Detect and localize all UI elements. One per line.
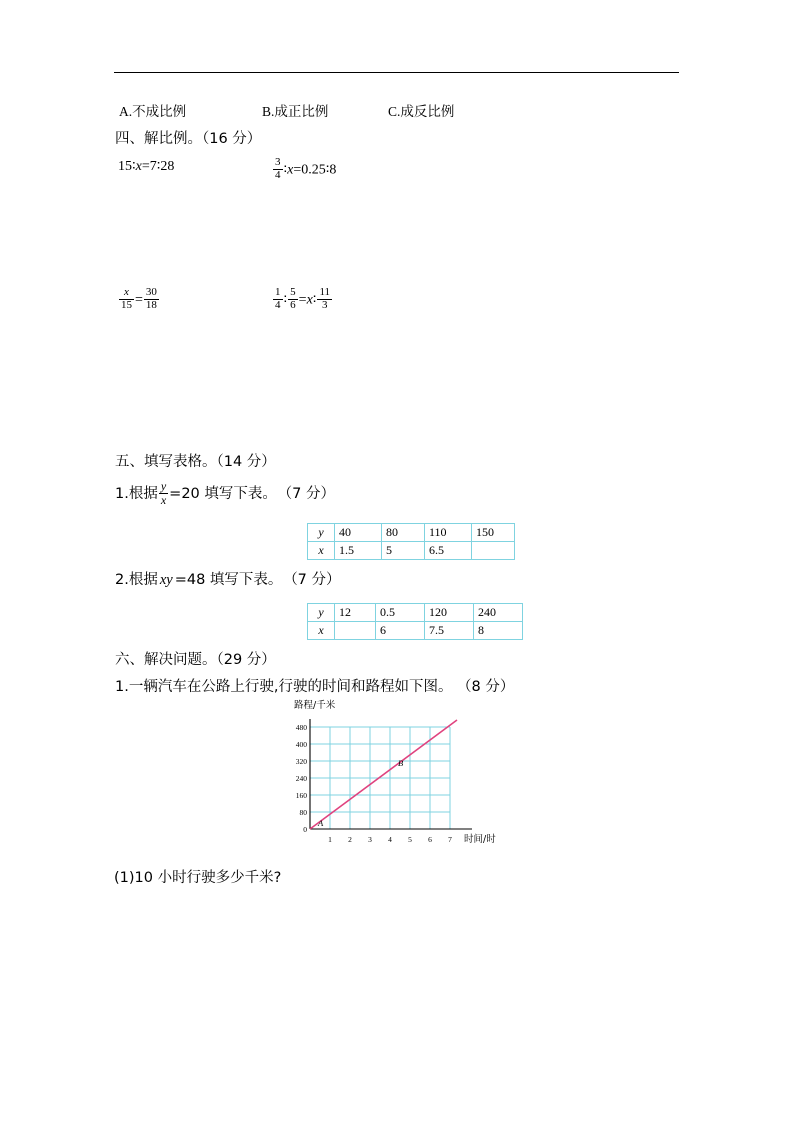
table-2-x-0 [335, 622, 376, 640]
s5-item2-expr: xy [159, 572, 173, 588]
header-rule [114, 72, 679, 73]
chart-y-ticks [296, 723, 308, 834]
table-1-row-x-label: x [308, 542, 335, 560]
fraction-5-6 [288, 287, 298, 311]
x-tick-6: 6 [428, 835, 432, 844]
table-1-y-3: 150 [472, 524, 515, 542]
option-c-label: C.成反比例 [388, 104, 455, 119]
s5-item1-prefix: 1.根据 [115, 486, 158, 503]
problem-4-1-var: x [135, 159, 142, 174]
p44-f3n: 11 [319, 286, 331, 298]
y-tick-0: 0 [303, 825, 307, 834]
table-1 [307, 523, 515, 560]
question-1 [114, 866, 281, 887]
table-2-row-y-label: y [308, 604, 335, 622]
option-a-label: A.不成比例 [119, 104, 187, 119]
y-tick-480: 480 [295, 723, 307, 732]
section-5-heading [115, 450, 276, 471]
section-6-heading [115, 648, 276, 669]
s5-item2-score: （7 分） [290, 572, 341, 588]
y-tick-80: 80 [299, 808, 307, 817]
p44-f1n: 1 [275, 286, 281, 298]
annotation-a: A [318, 818, 324, 828]
problem-4-1-left: 15∶ [118, 159, 136, 174]
x-tick-3: 3 [368, 835, 372, 844]
fraction-y-x [159, 480, 168, 506]
section-6-item-1 [115, 675, 514, 696]
option-b [262, 100, 328, 120]
y-tick-240: 240 [295, 774, 307, 783]
fraction-x-15 [119, 287, 134, 311]
table-2-x-3: 8 [474, 622, 523, 640]
p44-sep2: ∶ [312, 292, 317, 308]
question-1-text: (1)10 小时行驶多少千米? [114, 870, 282, 886]
problem-4-1-right: =7∶28 [141, 159, 175, 174]
p44-f2d: 6 [290, 298, 296, 311]
option-b-label: B.成正比例 [262, 104, 329, 119]
table-2-y-0: 12 [335, 604, 376, 622]
table-row [308, 542, 515, 560]
section-5-item-1 [115, 481, 335, 507]
fraction-11-3 [317, 287, 332, 311]
section-6-item-1-text: 1.一辆汽车在公路上行驶,行驶的时间和路程如下图。 （8 分） [115, 679, 515, 695]
section-4-heading [115, 127, 261, 148]
p44-f3d: 3 [317, 299, 332, 312]
table-2-x-1: 6 [376, 622, 425, 640]
section-4-heading-text: 四、解比例。（16 分） [115, 131, 262, 147]
option-a [119, 100, 186, 120]
fraction-30-18 [144, 287, 159, 311]
annotation-b: B [398, 758, 404, 768]
p44-sep1: ∶ [283, 292, 288, 308]
table-1-x-1: 5 [382, 542, 425, 560]
problem-4-3-eq: = [135, 292, 143, 308]
p44-var: x [306, 292, 313, 308]
x-tick-5: 5 [408, 835, 412, 844]
y-tick-400: 400 [295, 740, 307, 749]
p44-f1d: 4 [275, 298, 281, 311]
fraction-1-4 [273, 287, 283, 311]
problem-4-3 [118, 288, 160, 312]
s5-item1-den: x [160, 492, 167, 507]
problem-4-3-den2: 18 [145, 298, 157, 311]
problem-4-3-num2: 30 [145, 286, 157, 298]
section-5-heading-text: 五、填写表格。（14 分） [115, 454, 276, 470]
table-1-x-2: 6.5 [425, 542, 472, 560]
table-1-x-0: 1.5 [335, 542, 382, 560]
x-tick-2: 2 [348, 835, 352, 844]
s5-item2-prefix: 2.根据 [115, 572, 158, 588]
problem-4-4 [272, 288, 333, 312]
problem-4-1 [118, 158, 174, 175]
s5-item1-score: （7 分） [284, 486, 335, 503]
p44-f2n: 5 [290, 286, 296, 298]
table-2-x-2: 7.5 [425, 622, 474, 640]
table-row [308, 524, 515, 542]
table-1-y-2: 110 [425, 524, 472, 542]
table-row [308, 622, 523, 640]
problem-4-3-den1: 15 [121, 298, 132, 311]
problem-4-2-left: ∶ [283, 162, 288, 178]
line-chart [272, 699, 512, 859]
chart-x-ticks [328, 835, 452, 844]
table-2 [307, 603, 523, 640]
table-row [308, 604, 523, 622]
problem-4-2 [272, 158, 336, 182]
section-6-heading-text: 六、解决问题。（29 分） [115, 652, 276, 668]
chart-x-axis-title: 时间/时 [464, 834, 496, 845]
chart-y-axis-title: 路程/千米 [294, 700, 336, 711]
table-2-y-1: 0.5 [376, 604, 425, 622]
y-tick-320: 320 [295, 757, 307, 766]
s5-item1-suffix: =20 填写下表。 [169, 486, 277, 503]
table-1-y-0: 40 [335, 524, 382, 542]
section-5-item-2 [115, 568, 341, 589]
x-tick-1: 1 [328, 835, 332, 844]
p44-eq: = [298, 292, 307, 308]
problem-4-2-var: x [287, 162, 294, 178]
fraction-denominator: 4 [275, 168, 281, 181]
table-2-row-x-label: x [308, 622, 335, 640]
table-1-row-y-label: y [308, 524, 335, 542]
table-2-y-2: 120 [425, 604, 474, 622]
table-1-x-3 [472, 542, 515, 560]
table-2-y-3: 240 [474, 604, 523, 622]
s5-item2-suffix: =48 填写下表。 [174, 572, 283, 588]
chart-series-line [310, 720, 457, 829]
problem-4-2-right: =0.25∶8 [293, 162, 337, 178]
fraction-3-4 [273, 157, 283, 181]
x-tick-7: 7 [448, 835, 452, 844]
table-1-y-1: 80 [382, 524, 425, 542]
fraction-numerator: 3 [275, 156, 281, 168]
option-c [388, 100, 454, 120]
s5-item1-num: y [160, 479, 167, 493]
x-tick-4: 4 [388, 835, 392, 844]
y-tick-160: 160 [295, 791, 307, 800]
problem-4-3-num1: x [124, 286, 129, 298]
